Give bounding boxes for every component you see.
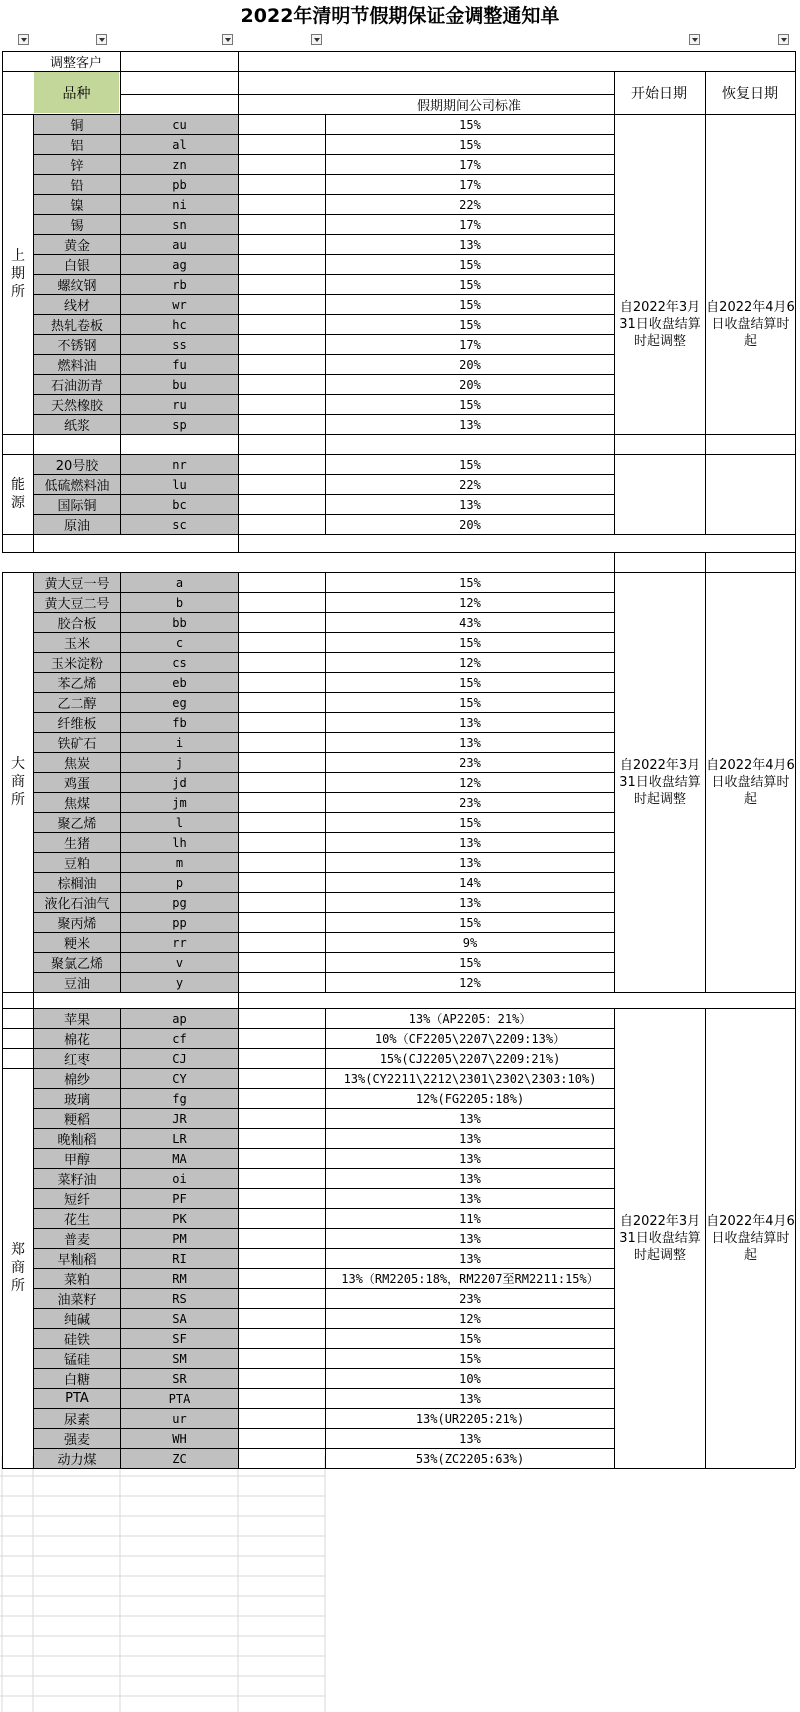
border-line xyxy=(2,534,795,535)
variety-code: nr xyxy=(121,455,238,474)
variety-name: 棉纱 xyxy=(34,1069,120,1088)
border-line xyxy=(325,434,326,454)
variety-code: ss xyxy=(121,335,238,354)
border-line xyxy=(705,572,706,992)
margin-rate: 15% xyxy=(459,695,481,710)
variety-code: lh xyxy=(121,833,238,852)
margin-rate: 13% xyxy=(459,237,481,252)
margin-rate: 13% xyxy=(459,1151,481,1166)
variety-name: 铜 xyxy=(34,115,120,134)
border-line xyxy=(2,1468,614,1469)
border-line xyxy=(120,572,121,992)
border-line xyxy=(33,434,34,454)
filter-dropdown-icon[interactable] xyxy=(311,34,322,45)
variety-name: 白糖 xyxy=(34,1369,120,1388)
margin-rate: 20% xyxy=(459,377,481,392)
border-line xyxy=(120,434,121,454)
filter-dropdown-icon[interactable] xyxy=(689,34,700,45)
border-line xyxy=(120,454,121,534)
margin-rate: 13% xyxy=(459,895,481,910)
margin-rate: 12% xyxy=(459,595,481,610)
border-line xyxy=(2,992,795,993)
border-line xyxy=(2,572,3,992)
border-line xyxy=(238,534,239,552)
variety-name: 低硫燃料油 xyxy=(34,475,120,494)
variety-name: 燃料油 xyxy=(34,355,120,374)
variety-code: i xyxy=(121,733,238,752)
border-line xyxy=(2,51,3,114)
holiday-standard-header: 假期期间公司标准 xyxy=(416,98,521,113)
margin-rate: 15% xyxy=(459,277,481,292)
border-line xyxy=(120,51,121,114)
variety-name: 动力煤 xyxy=(34,1449,120,1468)
border-line xyxy=(238,434,239,454)
variety-code: SF xyxy=(121,1329,238,1348)
border-line xyxy=(238,454,239,534)
restore-date-header: 恢复日期 xyxy=(722,85,778,102)
restore-date-text: 自2022年4月6日收盘结算时起 xyxy=(706,757,795,807)
margin-rate: 13% xyxy=(459,1111,481,1126)
variety-code: cs xyxy=(121,653,238,672)
variety-code: WH xyxy=(121,1429,238,1448)
exchange-label: 上期所 xyxy=(11,248,25,300)
variety-code: sp xyxy=(121,415,238,434)
border-line xyxy=(795,434,796,454)
variety-name: 玻璃 xyxy=(34,1089,120,1108)
variety-name: 红枣 xyxy=(34,1049,120,1068)
variety-name: 聚丙烯 xyxy=(34,913,120,932)
filter-dropdown-icon[interactable] xyxy=(18,34,29,45)
margin-rate: 15% xyxy=(459,117,481,132)
variety-name: 乙二醇 xyxy=(34,693,120,712)
margin-rate: 13% xyxy=(459,735,481,750)
margin-rate: 10% xyxy=(459,1371,481,1386)
variety-code: PTA xyxy=(121,1389,238,1408)
margin-rate: 12%(FG2205:18%) xyxy=(415,1091,525,1106)
margin-rate: 13% xyxy=(459,835,481,850)
border-line xyxy=(795,552,796,572)
variety-name: 镍 xyxy=(34,195,120,214)
margin-rate: 13% xyxy=(459,855,481,870)
border-line xyxy=(2,434,3,454)
variety-name: 胶合板 xyxy=(34,613,120,632)
border-line xyxy=(705,1008,706,1468)
variety-code: ni xyxy=(121,195,238,214)
border-line xyxy=(705,71,706,114)
margin-rate: 15% xyxy=(459,297,481,312)
variety-name: 纯碱 xyxy=(34,1309,120,1328)
margin-rate: 13% xyxy=(459,497,481,512)
variety-name: 棕榈油 xyxy=(34,873,120,892)
variety-name: 石油沥青 xyxy=(34,375,120,394)
margin-rate: 15% xyxy=(459,317,481,332)
border-line xyxy=(2,1068,33,1069)
variety-name: 油菜籽 xyxy=(34,1289,120,1308)
variety-name: 普麦 xyxy=(34,1229,120,1248)
variety-code: j xyxy=(121,753,238,772)
variety-name: 聚氯乙烯 xyxy=(34,953,120,972)
variety-code: cu xyxy=(121,115,238,134)
margin-rate: 10%（CF2205\2207\2209:13%） xyxy=(374,1032,566,1046)
variety-name: 天然橡胶 xyxy=(34,395,120,414)
variety-name: 铅 xyxy=(34,175,120,194)
border-line xyxy=(795,114,796,534)
margin-rate: 23% xyxy=(459,1291,481,1306)
variety-code: sc xyxy=(121,515,238,534)
variety-code: l xyxy=(121,813,238,832)
margin-rate: 13% xyxy=(459,1431,481,1446)
border-line xyxy=(2,992,3,1008)
border-line xyxy=(2,534,3,552)
variety-name: 线材 xyxy=(34,295,120,314)
border-line xyxy=(614,1008,615,1468)
border-line xyxy=(238,51,239,114)
variety-code: SR xyxy=(121,1369,238,1388)
variety-name: 锡 xyxy=(34,215,120,234)
margin-rate: 13% xyxy=(459,1251,481,1266)
border-line xyxy=(614,572,795,573)
variety-name: 国际铜 xyxy=(34,495,120,514)
variety-code: RS xyxy=(121,1289,238,1308)
margin-rate: 13%（AP2205：21%） xyxy=(408,1012,532,1026)
border-line xyxy=(2,114,614,115)
variety-name: 锰硅 xyxy=(34,1349,120,1368)
margin-rate: 17% xyxy=(459,217,481,232)
variety-code: ag xyxy=(121,255,238,274)
margin-rate: 13% xyxy=(459,1171,481,1186)
border-line xyxy=(325,114,326,434)
exchange-label: 能源 xyxy=(11,477,25,511)
variety-code: jd xyxy=(121,773,238,792)
variety-name: 尿素 xyxy=(34,1409,120,1428)
variety-code: sn xyxy=(121,215,238,234)
margin-rate: 17% xyxy=(459,157,481,172)
variety-code: c xyxy=(121,633,238,652)
border-line xyxy=(33,572,34,992)
variety-name: 玉米 xyxy=(34,633,120,652)
margin-rate: 13% xyxy=(459,417,481,432)
variety-code: wr xyxy=(121,295,238,314)
margin-rate: 15% xyxy=(459,815,481,830)
variety-code: SM xyxy=(121,1349,238,1368)
border-line xyxy=(120,94,614,95)
variety-code: CJ xyxy=(121,1049,238,1068)
variety-name: 白银 xyxy=(34,255,120,274)
border-line xyxy=(120,114,121,434)
variety-name: 纸浆 xyxy=(34,415,120,434)
variety-name: 粳米 xyxy=(34,933,120,952)
filter-dropdown-icon[interactable] xyxy=(222,34,233,45)
variety-name: 螺纹钢 xyxy=(34,275,120,294)
variety-code: oi xyxy=(121,1169,238,1188)
variety-code: RM xyxy=(121,1269,238,1288)
filter-dropdown-icon[interactable] xyxy=(778,34,789,45)
variety-code: pp xyxy=(121,913,238,932)
variety-name: 菜粕 xyxy=(34,1269,120,1288)
variety-code: fg xyxy=(121,1089,238,1108)
margin-rate: 22% xyxy=(459,197,481,212)
variety-name: 花生 xyxy=(34,1209,120,1228)
exchange-label: 郑商所 xyxy=(11,1242,25,1294)
variety-code: CY xyxy=(121,1069,238,1088)
variety-header: 品种 xyxy=(34,72,119,113)
variety-code: b xyxy=(121,593,238,612)
variety-name: 棉花 xyxy=(34,1029,120,1048)
margin-rate: 12% xyxy=(459,1311,481,1326)
border-line xyxy=(33,454,34,534)
margin-rate: 13% xyxy=(459,1191,481,1206)
border-line xyxy=(795,992,796,1008)
variety-code: bc xyxy=(121,495,238,514)
variety-name: PTA xyxy=(34,1389,120,1408)
variety-code: rr xyxy=(121,933,238,952)
margin-rate: 15% xyxy=(459,457,481,472)
margin-rate: 13%(UR2205:21%) xyxy=(415,1411,525,1426)
variety-name: 铝 xyxy=(34,135,120,154)
margin-rate: 13% xyxy=(459,1131,481,1146)
variety-code: ur xyxy=(121,1409,238,1428)
variety-name: 强麦 xyxy=(34,1429,120,1448)
variety-name: 晚籼稻 xyxy=(34,1129,120,1148)
variety-name: 黄大豆二号 xyxy=(34,593,120,612)
adjust-client-label: 调整客户 xyxy=(49,55,102,70)
border-line xyxy=(795,51,796,114)
variety-code: PM xyxy=(121,1229,238,1248)
variety-code: zn xyxy=(121,155,238,174)
margin-rate: 12% xyxy=(459,775,481,790)
variety-code: JR xyxy=(121,1109,238,1128)
margin-rate: 13% xyxy=(459,1391,481,1406)
variety-code: fu xyxy=(121,355,238,374)
variety-code: MA xyxy=(121,1149,238,1168)
margin-rate: 14% xyxy=(459,875,481,890)
margin-rate: 15% xyxy=(459,915,481,930)
margin-rate: 15% xyxy=(459,575,481,590)
variety-name: 粳稻 xyxy=(34,1109,120,1128)
variety-name: 黄大豆一号 xyxy=(34,573,120,592)
variety-code: hc xyxy=(121,315,238,334)
border-line xyxy=(2,114,3,434)
border-line xyxy=(614,434,615,454)
margin-rate: 15% xyxy=(459,397,481,412)
variety-code: a xyxy=(121,573,238,592)
border-line xyxy=(238,1008,239,1468)
border-line xyxy=(2,454,3,534)
border-line xyxy=(614,454,615,534)
margin-rate: 15% xyxy=(459,635,481,650)
variety-code: cf xyxy=(121,1029,238,1048)
margin-rate: 15% xyxy=(459,955,481,970)
variety-name: 热轧卷板 xyxy=(34,315,120,334)
margin-rate: 22% xyxy=(459,477,481,492)
variety-name: 苹果 xyxy=(34,1009,120,1028)
margin-rate: 13% xyxy=(459,715,481,730)
exchange-label: 大商所 xyxy=(11,756,25,808)
margin-rate: 13%（RM2205:18%，RM2207至RM2211:15%） xyxy=(341,1272,599,1286)
border-line xyxy=(705,114,706,534)
border-line xyxy=(325,454,326,534)
border-line xyxy=(238,572,239,992)
variety-name: 生猪 xyxy=(34,833,120,852)
margin-rate: 20% xyxy=(459,517,481,532)
variety-code: al xyxy=(121,135,238,154)
border-line xyxy=(2,572,614,573)
page-title: 2022年清明节假期保证金调整通知单 xyxy=(240,5,560,27)
variety-code: au xyxy=(121,235,238,254)
variety-code: fb xyxy=(121,713,238,732)
margin-rate: 9% xyxy=(462,935,478,950)
border-line xyxy=(2,1008,3,1468)
margin-rate: 12% xyxy=(459,655,481,670)
variety-name: 铁矿石 xyxy=(34,733,120,752)
restore-date-text: 自2022年4月6日收盘结算时起 xyxy=(706,1213,795,1263)
restore-date-text: 自2022年4月6日收盘结算时起 xyxy=(706,299,795,349)
margin-rate: 23% xyxy=(459,755,481,770)
variety-name: 短纤 xyxy=(34,1189,120,1208)
margin-rate: 15% xyxy=(459,675,481,690)
border-line xyxy=(325,572,326,992)
start-date-header: 开始日期 xyxy=(631,85,687,102)
margin-rate: 43% xyxy=(459,615,481,630)
border-line xyxy=(238,114,239,434)
variety-code: eg xyxy=(121,693,238,712)
variety-code: y xyxy=(121,973,238,992)
variety-code: PK xyxy=(121,1209,238,1228)
border-line xyxy=(33,992,34,1008)
border-line xyxy=(120,1008,121,1468)
variety-code: v xyxy=(121,953,238,972)
border-line xyxy=(795,1008,796,1468)
variety-name: 纤维板 xyxy=(34,713,120,732)
border-line xyxy=(614,114,615,434)
margin-rate: 15% xyxy=(459,257,481,272)
variety-name: 豆粕 xyxy=(34,853,120,872)
margin-rate: 15% xyxy=(459,137,481,152)
variety-name: 焦炭 xyxy=(34,753,120,772)
margin-rate: 13%(CY2211\2212\2301\2302\2303:10%) xyxy=(343,1071,597,1086)
border-line xyxy=(33,1008,34,1468)
border-line xyxy=(33,534,34,552)
variety-name: 硅铁 xyxy=(34,1329,120,1348)
margin-rate: 15%(CJ2205\2207\2209:21%) xyxy=(379,1051,561,1066)
border-line xyxy=(614,552,795,553)
border-line xyxy=(614,1468,795,1469)
filter-dropdown-icon[interactable] xyxy=(96,34,107,45)
start-date-text: 自2022年3月31日收盘结算时起调整 xyxy=(619,1213,701,1263)
border-line xyxy=(2,454,795,455)
variety-name: 黄金 xyxy=(34,235,120,254)
variety-code: jm xyxy=(121,793,238,812)
border-line xyxy=(325,1008,326,1468)
variety-code: bu xyxy=(121,375,238,394)
border-line xyxy=(614,552,615,572)
variety-code: ru xyxy=(121,395,238,414)
variety-code: lu xyxy=(121,475,238,494)
border-line xyxy=(614,572,615,992)
variety-code: SA xyxy=(121,1309,238,1328)
variety-name: 早籼稻 xyxy=(34,1249,120,1268)
border-line xyxy=(705,552,706,572)
variety-code: m xyxy=(121,853,238,872)
border-line xyxy=(238,992,239,1008)
variety-code: ZC xyxy=(121,1449,238,1468)
margin-rate: 13% xyxy=(459,1231,481,1246)
variety-name: 不锈钢 xyxy=(34,335,120,354)
variety-name: 鸡蛋 xyxy=(34,773,120,792)
variety-name: 原油 xyxy=(34,515,120,534)
variety-name: 聚乙烯 xyxy=(34,813,120,832)
variety-code: PF xyxy=(121,1189,238,1208)
margin-rate: 15% xyxy=(459,1331,481,1346)
variety-name: 20号胶 xyxy=(34,455,120,474)
variety-name: 菜籽油 xyxy=(34,1169,120,1188)
variety-name: 焦煤 xyxy=(34,793,120,812)
margin-rate: 17% xyxy=(459,177,481,192)
border-line xyxy=(2,1048,33,1049)
border-line xyxy=(33,114,34,434)
variety-name: 液化石油气 xyxy=(34,893,120,912)
variety-code: rb xyxy=(121,275,238,294)
variety-name: 甲醇 xyxy=(34,1149,120,1168)
variety-name: 锌 xyxy=(34,155,120,174)
margin-rate: 23% xyxy=(459,795,481,810)
margin-rate: 11% xyxy=(459,1211,481,1226)
margin-rate: 12% xyxy=(459,975,481,990)
variety-code: RI xyxy=(121,1249,238,1268)
variety-code: LR xyxy=(121,1129,238,1148)
border-line xyxy=(2,1028,33,1029)
start-date-text: 自2022年3月31日收盘结算时起调整 xyxy=(619,757,701,807)
variety-code: eb xyxy=(121,673,238,692)
margin-rate: 53%(ZC2205:63%) xyxy=(415,1451,525,1466)
border-line xyxy=(795,572,796,992)
variety-name: 豆油 xyxy=(34,973,120,992)
margin-rate: 17% xyxy=(459,337,481,352)
variety-code: bb xyxy=(121,613,238,632)
variety-name: 苯乙烯 xyxy=(34,673,120,692)
variety-code: p xyxy=(121,873,238,892)
margin-rate: 20% xyxy=(459,357,481,372)
border-line xyxy=(795,534,796,552)
border-line xyxy=(614,71,615,114)
start-date-text: 自2022年3月31日收盘结算时起调整 xyxy=(619,299,701,349)
variety-code: pb xyxy=(121,175,238,194)
variety-code: ap xyxy=(121,1009,238,1028)
variety-name: 玉米淀粉 xyxy=(34,653,120,672)
border-line xyxy=(2,1008,795,1009)
variety-code: pg xyxy=(121,893,238,912)
margin-rate: 15% xyxy=(459,1351,481,1366)
